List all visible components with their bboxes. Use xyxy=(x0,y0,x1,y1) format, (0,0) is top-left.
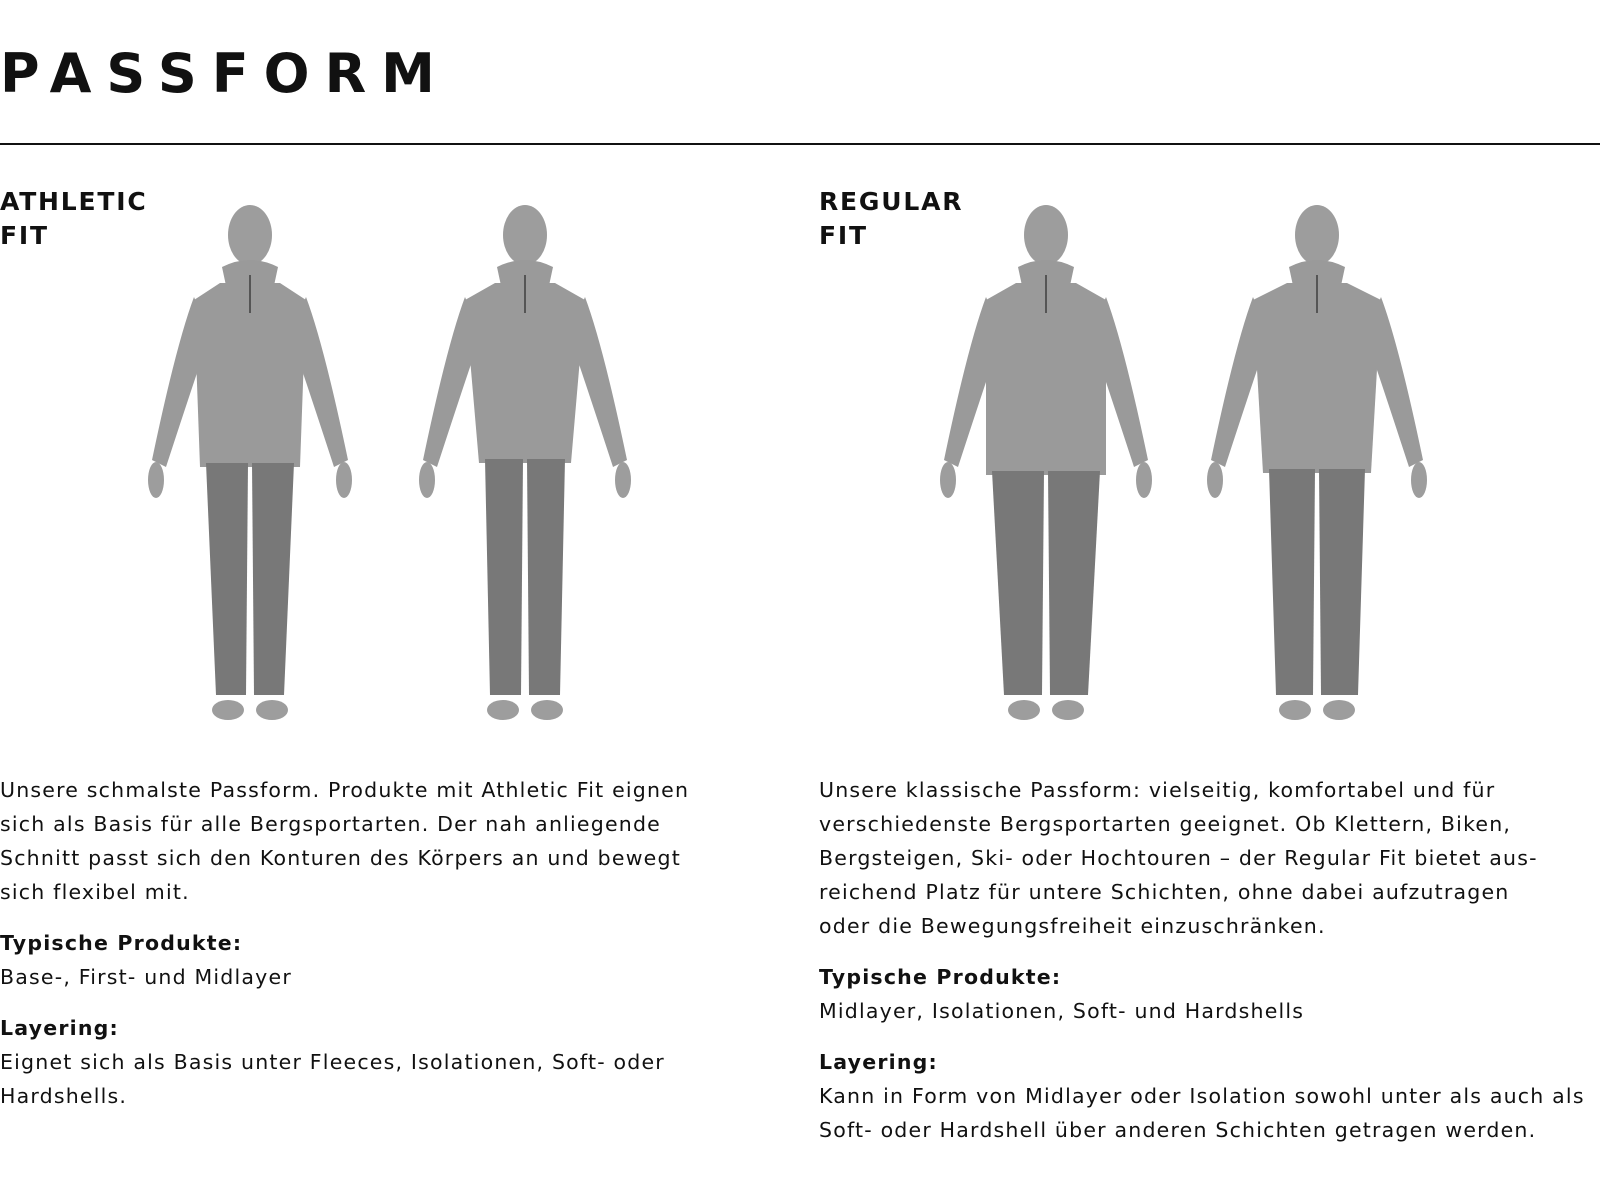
athletic-fit-figures xyxy=(0,185,790,745)
regular-fit-title-line2: FIT xyxy=(819,221,868,250)
athletic-intro-line: Schnitt passt sich den Konturen des Körpers an und bewegt xyxy=(0,846,681,870)
left-foot xyxy=(212,700,244,720)
right-foot xyxy=(1323,700,1355,720)
left-leg xyxy=(992,471,1044,695)
athletic-intro-line: Unsere schmalste Passform. Produkte mit Athletic Fit eignen xyxy=(0,778,690,802)
right-leg xyxy=(252,463,294,695)
head xyxy=(1024,205,1068,265)
athletic-fit-title-line2: FIT xyxy=(0,221,49,250)
athletic-fit-title-line1: ATHLETIC xyxy=(0,187,148,216)
left-hand xyxy=(1207,462,1223,498)
right-hand xyxy=(1411,462,1427,498)
regular-intro-line: Bergsteigen, Ski- oder Hochtouren – der Regular Fit bietet aus- xyxy=(819,846,1538,870)
left-hand xyxy=(419,462,435,498)
divider xyxy=(0,143,1600,145)
left-leg xyxy=(485,459,523,695)
regular-intro-line: oder die Bewegungsfreiheit einzuschränken. xyxy=(819,914,1326,938)
regular-layering-line: Soft- oder Hardshell über anderen Schichten getragen werden. xyxy=(819,1118,1537,1142)
left-hand xyxy=(940,462,956,498)
athletic-layering-line: Hardshells. xyxy=(0,1084,128,1108)
athletic-fit-description xyxy=(0,773,790,1130)
head xyxy=(228,205,272,265)
regular-intro xyxy=(819,773,1600,943)
regular-fit-figures xyxy=(819,185,1600,745)
left-foot xyxy=(1008,700,1040,720)
right-foot xyxy=(1052,700,1084,720)
right-leg xyxy=(1319,469,1365,695)
page-title: PASSFORM xyxy=(0,42,450,105)
head xyxy=(1295,205,1339,265)
right-foot xyxy=(256,700,288,720)
athletic-male-figure xyxy=(390,205,660,725)
regular-female-figure xyxy=(911,205,1181,725)
left-foot xyxy=(487,700,519,720)
head xyxy=(503,205,547,265)
athletic-layering-value xyxy=(0,1045,790,1113)
athletic-products-label: Typische Produkte: xyxy=(0,931,243,955)
regular-fit-description xyxy=(819,773,1600,1164)
right-hand xyxy=(336,462,352,498)
right-foot xyxy=(531,700,563,720)
regular-products-label: Typische Produkte: xyxy=(819,965,1062,989)
regular-products-value: Midlayer, Isolationen, Soft- und Hardshells xyxy=(819,999,1305,1023)
right-hand xyxy=(1136,462,1152,498)
regular-intro-line: verschiedenste Bergsportarten geeignet. Ob Klettern, Biken, xyxy=(819,812,1512,836)
regular-fit-section xyxy=(819,185,1600,1165)
athletic-intro-line: sich flexibel mit. xyxy=(0,880,190,904)
athletic-female-figure xyxy=(115,205,385,725)
athletic-layering-line: Eignet sich als Basis unter Fleeces, Isolationen, Soft- oder xyxy=(0,1050,665,1074)
left-foot xyxy=(1279,700,1311,720)
regular-intro-line: Unsere klassische Passform: vielseitig, komfortabel und für xyxy=(819,778,1496,802)
regular-fit-title-line1: REGULAR xyxy=(819,187,964,216)
right-leg xyxy=(1048,471,1100,695)
regular-intro-line: reichend Platz für untere Schichten, ohne dabei aufzutragen xyxy=(819,880,1510,904)
left-hand xyxy=(148,462,164,498)
athletic-products-value: Base-, First- und Midlayer xyxy=(0,965,292,989)
athletic-intro-line: sich als Basis für alle Bergsportarten. Der nah anliegende xyxy=(0,812,661,836)
left-leg xyxy=(206,463,248,695)
regular-layering-value xyxy=(819,1079,1600,1147)
athletic-layering-label: Layering: xyxy=(0,1016,119,1040)
regular-male-figure xyxy=(1182,205,1452,725)
left-leg xyxy=(1269,469,1315,695)
regular-layering-label: Layering: xyxy=(819,1050,938,1074)
regular-layering-line: Kann in Form von Midlayer oder Isolation sowohl unter als auch als xyxy=(819,1084,1585,1108)
right-hand xyxy=(615,462,631,498)
athletic-fit-section xyxy=(0,185,790,1165)
right-leg xyxy=(527,459,565,695)
athletic-intro xyxy=(0,773,790,909)
